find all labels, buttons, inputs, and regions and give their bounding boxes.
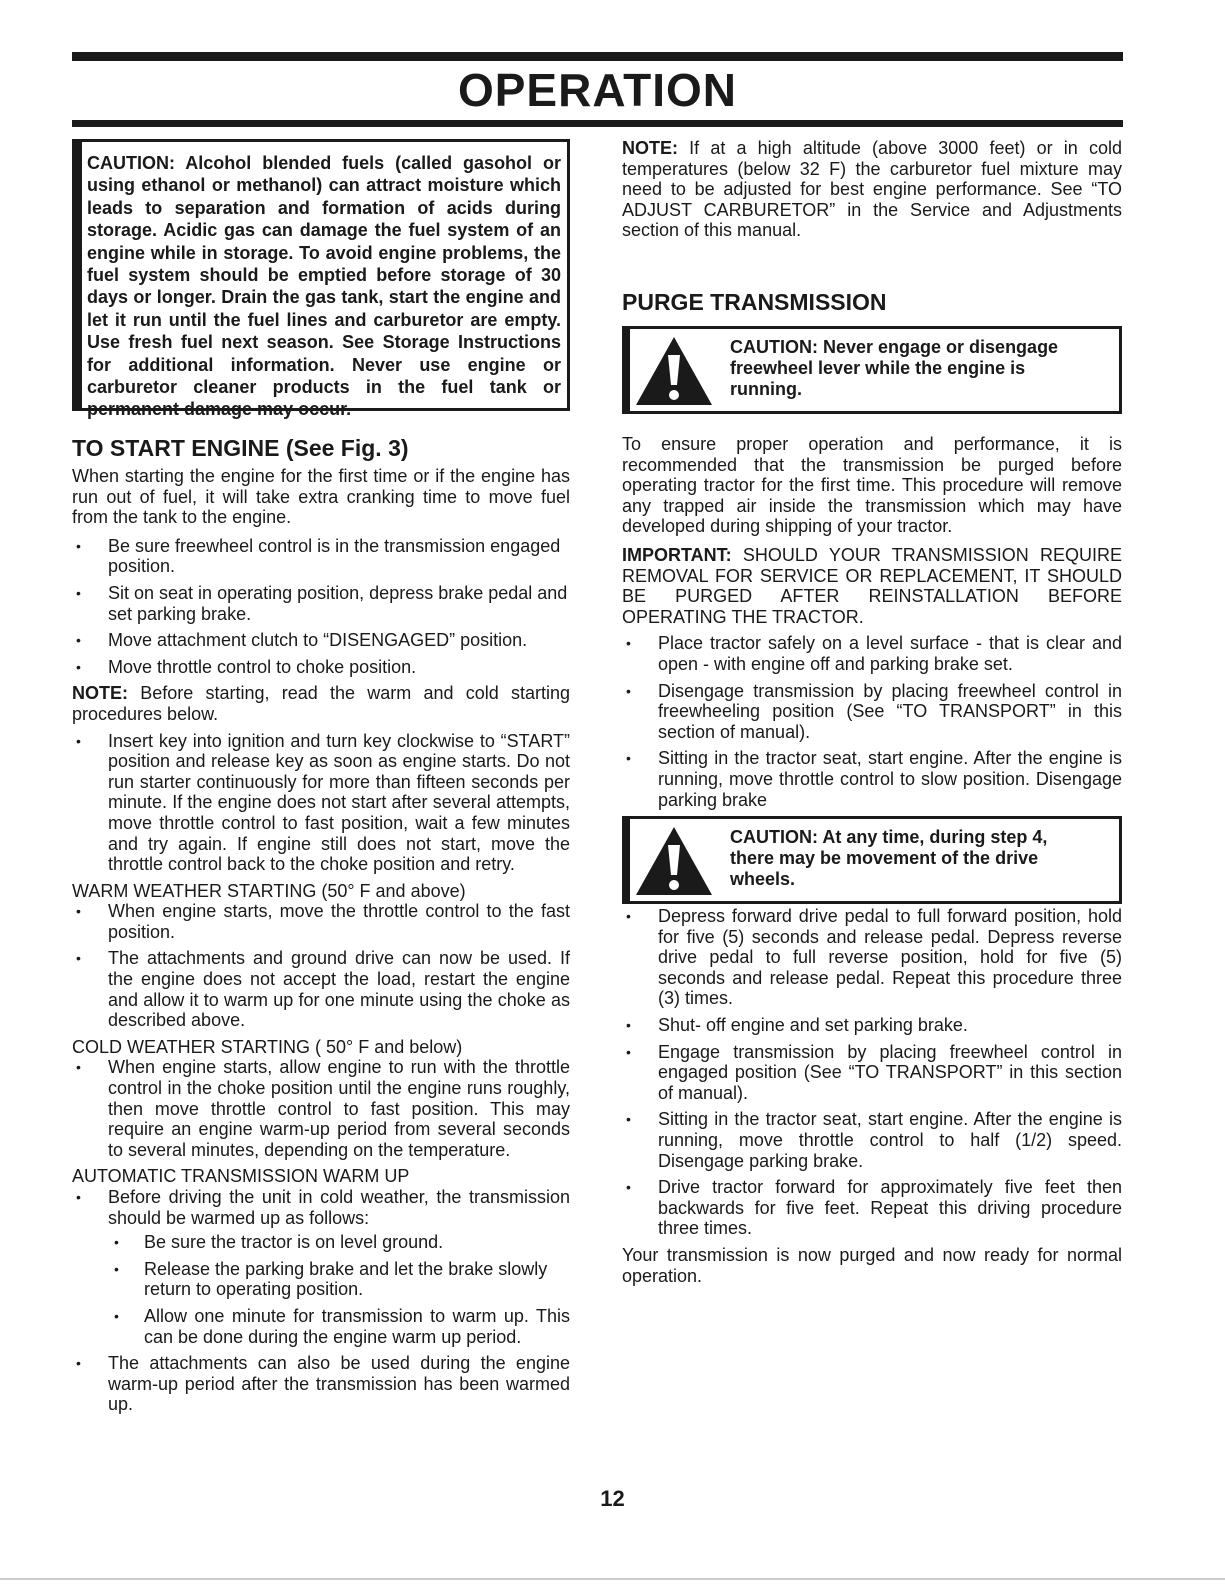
list-item: • Engage transmission by placing freewheel control in engaged position (See “TO TRANSPORT” in this section of manual). <box>622 1042 1122 1104</box>
important-label: IMPORTANT: <box>622 544 732 565</box>
page-number: 12 <box>600 1486 625 1511</box>
start-engine-heading: TO START ENGINE (See Fig. 3) <box>72 435 409 461</box>
purge-section <box>622 434 1122 816</box>
caution-drive-wheels-text: CAUTION: At any time, during step 4, there may be movement of the drive wheels. <box>730 827 1048 889</box>
caution-freewheel-text: CAUTION: Never engage or disengage freewheel lever while the engine is running. <box>730 337 1059 399</box>
list-item: • Move attachment clutch to “DISENGAGED” position. <box>72 630 570 651</box>
start-engine-note <box>72 683 570 724</box>
start-engine-bullets <box>72 536 570 678</box>
caution-freewheel-box <box>622 326 1122 414</box>
list-item: • The attachments can also be used during the engine warm-up period after the transmission has been warmed up. <box>72 1353 570 1415</box>
caution-fuel-text: CAUTION: Alcohol blended fuels (called gasohol or using ethanol or methanol) can attract moisture which leads to separation and formation of acids during storage. Acidic gas can damage the fuel system of an engine while in storage. To avoid engine problems, the fuel system should be emptied before storage of 30 days or longer. Drain the gas tank, start the engine and let it run until the fuel lines and carburetor are empty. Use fresh fuel next season. See Storage Instructions for additional information. Never use engine or carburetor cleaner products in the fuel tank or permanent damage may occur. <box>87 153 561 420</box>
auto-transmission-last-bullet <box>72 1353 570 1415</box>
list-item: • Insert key into ignition and turn key clockwise to “START” position and release key as soon as engine starts. Do not run starter continuously for more than fifteen seconds per minute. If the engine does not start after several attempts, move throttle control to fast position, wait a few minutes and try again. If engine still does not start, move the throttle control back to the choke position and retry. <box>72 731 570 875</box>
list-item: • Sit on seat in operating position, depress brake pedal and set parking brake. <box>72 583 570 624</box>
list-item: • When engine starts, allow engine to run with the throttle control in the choke position until the engine runs roughly, then move throttle control to fast position. This may require an engine warm-up period from several seconds to several minutes, depending on the temperature. <box>72 1057 570 1160</box>
purge-intro: To ensure proper operation and performance, it is recommended that the transmission be purged before operating tractor for the first time. This procedure will remove any trapped air inside the transmission which may have developed during shipping of your tractor. <box>622 434 1122 537</box>
list-item: • Disengage transmission by placing freewheel control in freewheeling position (See “TO TRANSPORT” in this section of manual). <box>622 681 1122 743</box>
list-item: • Sitting in the tractor seat, start engine. After the engine is running, move throttle control to half (1/2) speed. Disengage parking brake. <box>622 1109 1122 1171</box>
bottom-edge-rule <box>0 1578 1225 1580</box>
purge-heading: PURGE TRANSMISSION <box>622 289 887 315</box>
list-item: • Place tractor safely on a level surface - that is clear and open - with engine off and parking brake set. <box>622 633 1122 674</box>
list-item: • When engine starts, move the throttle control to the fast position. <box>72 901 570 942</box>
altitude-note-text <box>622 138 1122 241</box>
header-rule-bottom <box>72 120 1123 127</box>
list-item: • Shut- off engine and set parking brake. <box>622 1015 1122 1036</box>
warning-triangle-icon <box>634 335 714 407</box>
warm-weather-heading: WARM WEATHER STARTING (50° F and above) <box>72 880 466 901</box>
caution-fuel-box <box>72 139 570 420</box>
list-item: • Sitting in the tractor seat, start engine. After the engine is running, move throttle control to slow position. Disengage parking brake <box>622 748 1122 810</box>
important-text: SHOULD YOUR TRANSMISSION REQUIRE REMOVAL FOR SERVICE OR REPLACEMENT, IT SHOULD BE PURGED AFTER REINSTALLATION BEFORE OPERATING THE TRACTOR. <box>622 544 1122 627</box>
purge-bullets-first <box>622 633 1122 810</box>
auto-transmission-heading: AUTOMATIC TRANSMISSION WARM UP <box>72 1166 410 1187</box>
altitude-note <box>622 138 1122 241</box>
list-item: • Depress forward drive pedal to full forward position, hold for five (5) seconds and release pedal. Depress reverse drive pedal to full reverse position, hold for five (5) seconds and release pedal. Repeat this procedure three (3) times. <box>622 906 1122 1009</box>
list-item: • The attachments and ground drive can now be used. If the engine does not accept the load, restart the engine and allow it to warm up for one minute using the choke as described above. <box>72 948 570 1030</box>
list-item: • Release the parking brake and let the brake slowly return to operating position. <box>72 1259 570 1300</box>
list-item: • Before driving the unit in cold weather, the transmission should be warmed up as follows: <box>72 1187 570 1228</box>
note-label: NOTE: <box>72 683 128 704</box>
cold-weather-heading: COLD WEATHER STARTING ( 50° F and below) <box>72 1036 463 1057</box>
note-text: Before starting, read the warm and cold starting procedures below. <box>72 683 570 724</box>
purge-closing: Your transmission is now purged and now ready for normal operation. <box>622 1244 1122 1286</box>
note-text: If at a high altitude (above 3000 feet) or in cold temperatures (below 32 F) the carburetor fuel mixture may need to be adjusted for best engine performance. See “TO ADJUST CARBURETOR” in the Service and Adjustments section of this manual. <box>622 138 1122 241</box>
list-item: • Allow one minute for transmission to warm up. This can be done during the engine warm up period. <box>72 1306 570 1347</box>
start-engine-section <box>72 466 570 1421</box>
start-engine-intro: When starting the engine for the first time or if the engine has run out of fuel, it will take extra cranking time to move fuel from the tank to the engine. <box>72 466 570 528</box>
purge-bullets-second <box>622 906 1122 1239</box>
important-note <box>622 545 1122 627</box>
list-item: • Move throttle control to choke position. <box>72 657 570 678</box>
list-item: • Be sure freewheel control is in the transmission engaged position. <box>72 536 570 577</box>
page-title: OPERATION <box>457 64 738 116</box>
cold-weather-bullets <box>72 1057 570 1160</box>
auto-transmission-sub-bullets <box>72 1232 570 1347</box>
warning-triangle-icon <box>634 825 714 897</box>
note-label: NOTE: <box>622 138 678 158</box>
auto-transmission-bullets <box>72 1187 570 1228</box>
warm-weather-bullets <box>72 901 570 1031</box>
list-item: • Drive tractor forward for approximately five feet then backwards for five feet. Repeat this driving procedure three times. <box>622 1177 1122 1239</box>
list-item: • Be sure the tractor is on level ground. <box>72 1232 570 1253</box>
purge-steps-section <box>622 906 1122 1286</box>
caution-drive-wheels-box <box>622 816 1122 904</box>
ignition-list <box>72 731 570 875</box>
